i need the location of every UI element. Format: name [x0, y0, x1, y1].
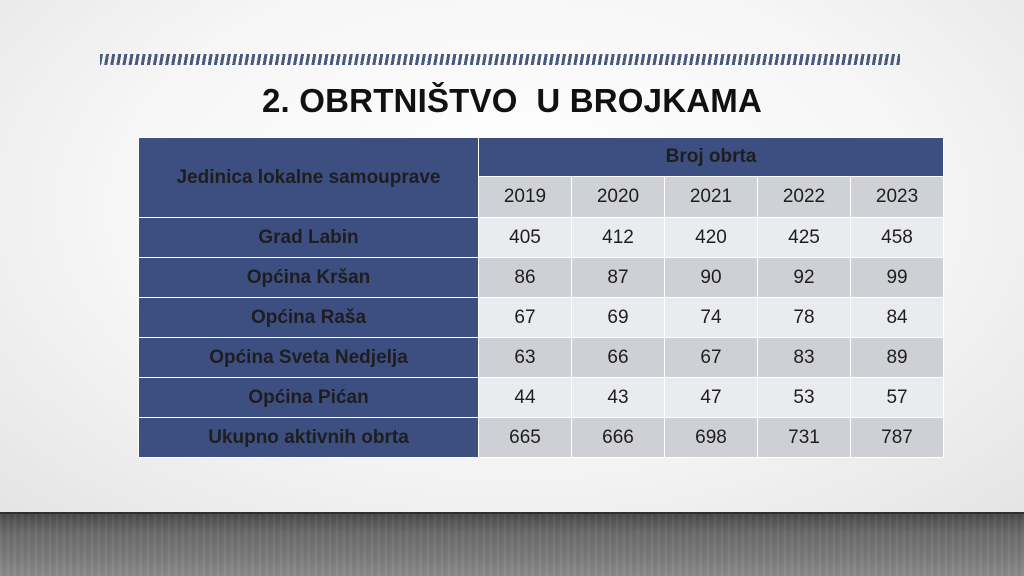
local-unit-column-header: Jedinica lokalne samouprave	[139, 138, 479, 218]
table-cell: 425	[758, 218, 851, 258]
year-header: 2022	[758, 177, 851, 218]
table-cell: 69	[572, 298, 665, 338]
table-cell: 405	[479, 218, 572, 258]
slide-title: 2. OBRTNIŠTVO U BROJKAMA	[261, 82, 763, 119]
year-header: 2021	[665, 177, 758, 218]
table-cell: 731	[758, 418, 851, 458]
table-cell: 90	[665, 258, 758, 298]
table-cell: 67	[479, 298, 572, 338]
table-cell: 84	[851, 298, 944, 338]
row-label: Općina Raša	[139, 298, 479, 338]
table-cell: 698	[665, 418, 758, 458]
table-row	[139, 258, 944, 298]
row-label: Ukupno aktivnih obrta	[139, 418, 479, 458]
table-cell: 44	[479, 378, 572, 418]
table-row	[139, 378, 944, 418]
table-cell: 66	[572, 338, 665, 378]
row-label: Općina Sveta Nedjelja	[139, 338, 479, 378]
table-row-total	[139, 418, 944, 458]
table-cell: 787	[851, 418, 944, 458]
table-cell: 74	[665, 298, 758, 338]
table-header-row	[139, 138, 944, 177]
table-cell: 78	[758, 298, 851, 338]
year-header: 2019	[479, 177, 572, 218]
table-row	[139, 218, 944, 258]
row-label: Općina Pićan	[139, 378, 479, 418]
table-row	[139, 338, 944, 378]
craft-count-group-header: Broj obrta	[479, 138, 944, 177]
table-cell: 458	[851, 218, 944, 258]
table-cell: 92	[758, 258, 851, 298]
table-row	[139, 298, 944, 338]
table-cell: 83	[758, 338, 851, 378]
year-header: 2020	[572, 177, 665, 218]
table-cell: 63	[479, 338, 572, 378]
craft-statistics-table	[138, 137, 944, 458]
table-cell: 53	[758, 378, 851, 418]
table-cell: 412	[572, 218, 665, 258]
table-cell: 86	[479, 258, 572, 298]
row-label: Grad Labin	[139, 218, 479, 258]
table-cell: 47	[665, 378, 758, 418]
table-cell: 99	[851, 258, 944, 298]
decorative-hatch-bar	[100, 54, 900, 65]
table-cell: 67	[665, 338, 758, 378]
table-cell: 43	[572, 378, 665, 418]
table-cell: 87	[572, 258, 665, 298]
floor-strip	[0, 514, 1024, 576]
table-cell: 57	[851, 378, 944, 418]
table-cell: 89	[851, 338, 944, 378]
table-cell: 420	[665, 218, 758, 258]
year-header: 2023	[851, 177, 944, 218]
table-cell: 666	[572, 418, 665, 458]
table-cell: 665	[479, 418, 572, 458]
row-label: Općina Kršan	[139, 258, 479, 298]
